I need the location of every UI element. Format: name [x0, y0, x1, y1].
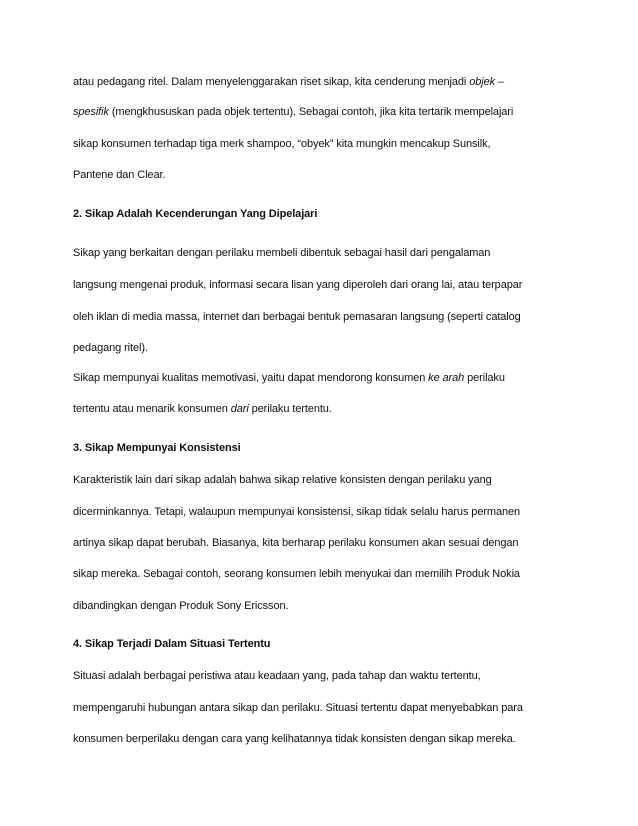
text-run: tertentu atau menarik konsumen — [73, 403, 231, 415]
paragraph-line — [73, 137, 490, 151]
italic-term: spesifik — [73, 106, 109, 118]
italic-term: objek — [469, 76, 495, 88]
paragraph-line: Sikap yang berkaitan dengan perilaku membeli dibentuk sebagai hasil dari pengalaman — [73, 247, 491, 259]
paragraph-line: konsumen berperilaku dengan cara yang kelihatannya tidak konsisten dengan sikap mereka. — [73, 733, 516, 745]
text-run: perilaku — [464, 372, 505, 384]
paragraph-line: sikap mereka. Sebagai contoh, seorang konsumen lebih menyukai dan memilih Produk Nokia — [73, 568, 520, 580]
section-heading: 3. Sikap Mempunyai Konsistensi — [73, 442, 241, 454]
paragraph-line — [73, 402, 332, 416]
paragraph-line: dibandingkan dengan Produk Sony Ericsson. — [73, 600, 289, 612]
paragraph-line: langsung mengenai produk, informasi secara lisan yang diperoleh dari orang lai, atau terpapar — [73, 279, 523, 291]
section-heading: 2. Sikap Adalah Kecenderungan Yang Dipelajari — [73, 208, 318, 220]
paragraph-line: oleh iklan di media massa, internet dan berbagai bentuk pemasaran langsung (seperti catalog — [73, 311, 521, 323]
italic-term: dari — [230, 403, 249, 415]
italic-term: ke arah — [428, 372, 465, 384]
text-run: atau pedagang ritel. Dalam menyelenggarakan riset sikap, kita cenderung menjadi — [73, 76, 470, 88]
paragraph-line — [73, 371, 505, 385]
paragraph-line: dicerminkannya. Tetapi, walaupun mempunyai konsistensi, sikap tidak selalu harus permanen — [73, 506, 521, 518]
text-run: (mengkhususkan pada objek tertentu). Sebagai contoh, jika kita tertarik mempelajari — [108, 106, 514, 118]
paragraph-line: artinya sikap dapat berubah. Biasanya, kita berharap perilaku konsumen akan sesuai dengan — [73, 537, 519, 549]
section-heading: 4. Sikap Terjadi Dalam Situasi Tertentu — [73, 638, 271, 650]
text-run: Sikap mempunyai kualitas memotivasi, yaitu dapat mendorong konsumen — [73, 372, 429, 384]
paragraph-line: Situasi adalah berbagai peristiwa atau keadaan yang, pada tahap dan waktu tertentu, — [73, 670, 481, 682]
text-run: perilaku tertentu. — [248, 403, 332, 415]
text-run: Pantene dan Clear. — [73, 169, 166, 181]
text-run: – — [495, 76, 504, 88]
paragraph-line — [73, 75, 504, 89]
paragraph-line: Karakteristik lain dari sikap adalah bahwa sikap relative konsisten dengan perilaku yang — [73, 474, 492, 486]
paragraph-line: pedagang ritel). — [73, 342, 148, 354]
paragraph-line: mempengaruhi hubungan antara sikap dan perilaku. Situasi tertentu dapat menyebabkan para — [73, 702, 523, 714]
paragraph-line — [73, 105, 513, 119]
text-run: sikap konsumen terhadap tiga merk shampoo, “obyek” kita mungkin mencakup Sunsilk, — [73, 138, 491, 150]
paragraph-line — [73, 168, 165, 182]
